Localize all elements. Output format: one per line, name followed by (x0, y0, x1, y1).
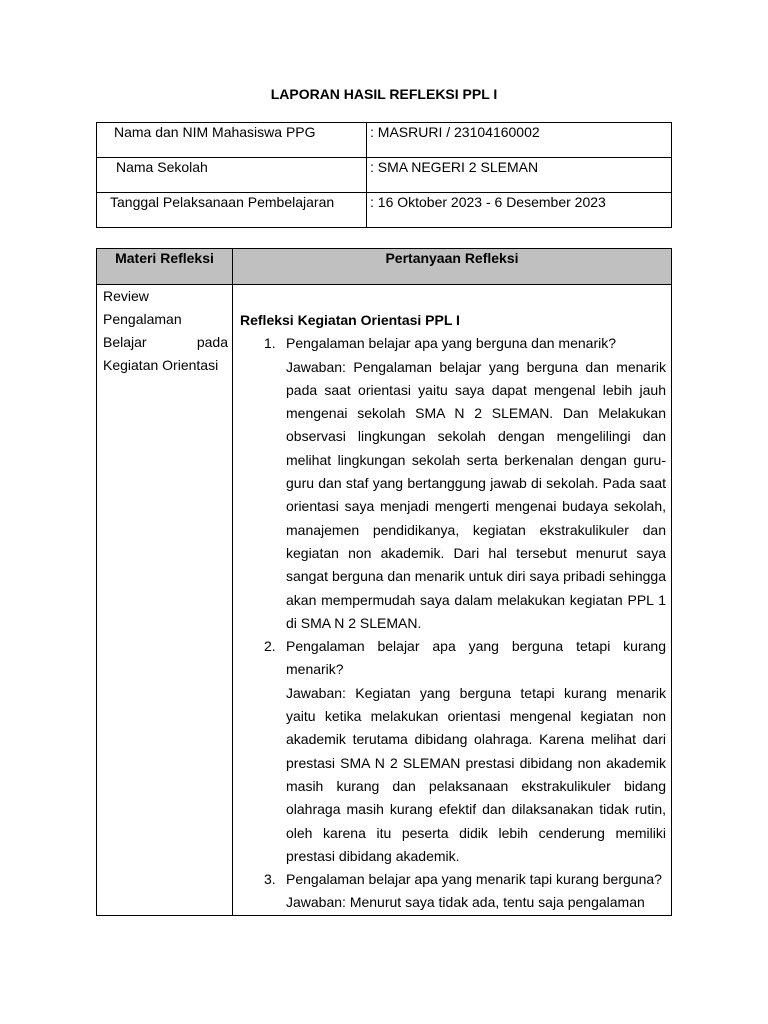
list-item (240, 635, 666, 868)
document-title: LAPORAN HASIL REFLEKSI PPL I (270, 86, 498, 102)
materi-text: Review Pengalaman Belajar pada Kegiatan Orientasi (103, 288, 228, 373)
list-item (240, 868, 666, 915)
table-row (97, 123, 672, 158)
table-row (97, 285, 672, 916)
answer-text: Jawaban: Menurut saya tidak ada, tentu saja pengalaman (286, 894, 645, 911)
section-title: Refleksi Kegiatan Orientasi PPL I (240, 312, 460, 328)
student-name-label: Nama dan NIM Mahasiswa PPG (97, 123, 367, 158)
table-row (97, 193, 672, 228)
answer-text: Jawaban: Pengalaman belajar yang berguna dan menarik pada saat orientasi yaitu saya dapat mengenal lebih jauh mengenai sekolah SMA N 2 SLEMAN. Dan Melakukan observasi lingkungan sekolah dengan mengelilingi dan melihat lingkungan sekolah serta berkenalan dengan guru-guru dan staf yang bertanggung jawab di sekolah. Pada saat orientasi saya menjadi mengerti mengenai budaya sekolah, manajemen pendidikanya, kegiatan ekstrakulikuler dan kegiatan non akademik. Dari hal tersebut menurut saya sangat berguna dan menarik untuk diri saya pribadi sehingga akan mempermudah saya dalam melakukan kegiatan PPL 1 di SMA N 2 SLEMAN. (286, 358, 666, 631)
school-name-value: : SMA NEGERI 2 SLEMAN (367, 158, 672, 193)
answer-text: Jawaban: Kegiatan yang berguna tetapi kurang menarik yaitu ketika melakukan orientasi mengenal kegiatan non akademik terutama dibidang olahraga. Karena melihat dari prestasi SMA N 2 SLEMAN prestasi dibidang non akademik masih kurang dan pelaksanaan ekstrakulikuler bidang olahraga masih kurang efektif dan dilaksanakan tidak rutin, oleh karena itu peserta didik lebih cenderung memiliki prestasi dibidang akademik. (286, 684, 666, 864)
table-row (97, 158, 672, 193)
list-item (240, 332, 666, 635)
header-materi: Materi Refleksi (97, 249, 233, 285)
table-header-row (97, 249, 672, 285)
date-value: : 16 Oktober 2023 - 6 Desember 2023 (367, 193, 672, 228)
school-name-label: Nama Sekolah (97, 158, 367, 193)
pertanyaan-cell (233, 285, 672, 916)
question-text: Pengalaman belajar apa yang berguna tetapi kurang menarik? (286, 638, 666, 678)
student-name-value: : MASRURI / 23104160002 (367, 123, 672, 158)
item-number: 2. (264, 638, 276, 655)
reflection-table (96, 248, 672, 916)
materi-cell (97, 285, 233, 916)
question-text: Pengalaman belajar apa yang menarik tapi kurang berguna? (286, 871, 662, 888)
question-text: Pengalaman belajar apa yang berguna dan menarik? (286, 335, 617, 352)
item-number: 1. (264, 335, 276, 352)
question-list (240, 332, 666, 914)
identity-table (96, 122, 672, 228)
header-pertanyaan: Pertanyaan Refleksi (233, 249, 672, 285)
date-label: Tanggal Pelaksanaan Pembelajaran (97, 193, 367, 228)
item-number: 3. (264, 871, 276, 888)
